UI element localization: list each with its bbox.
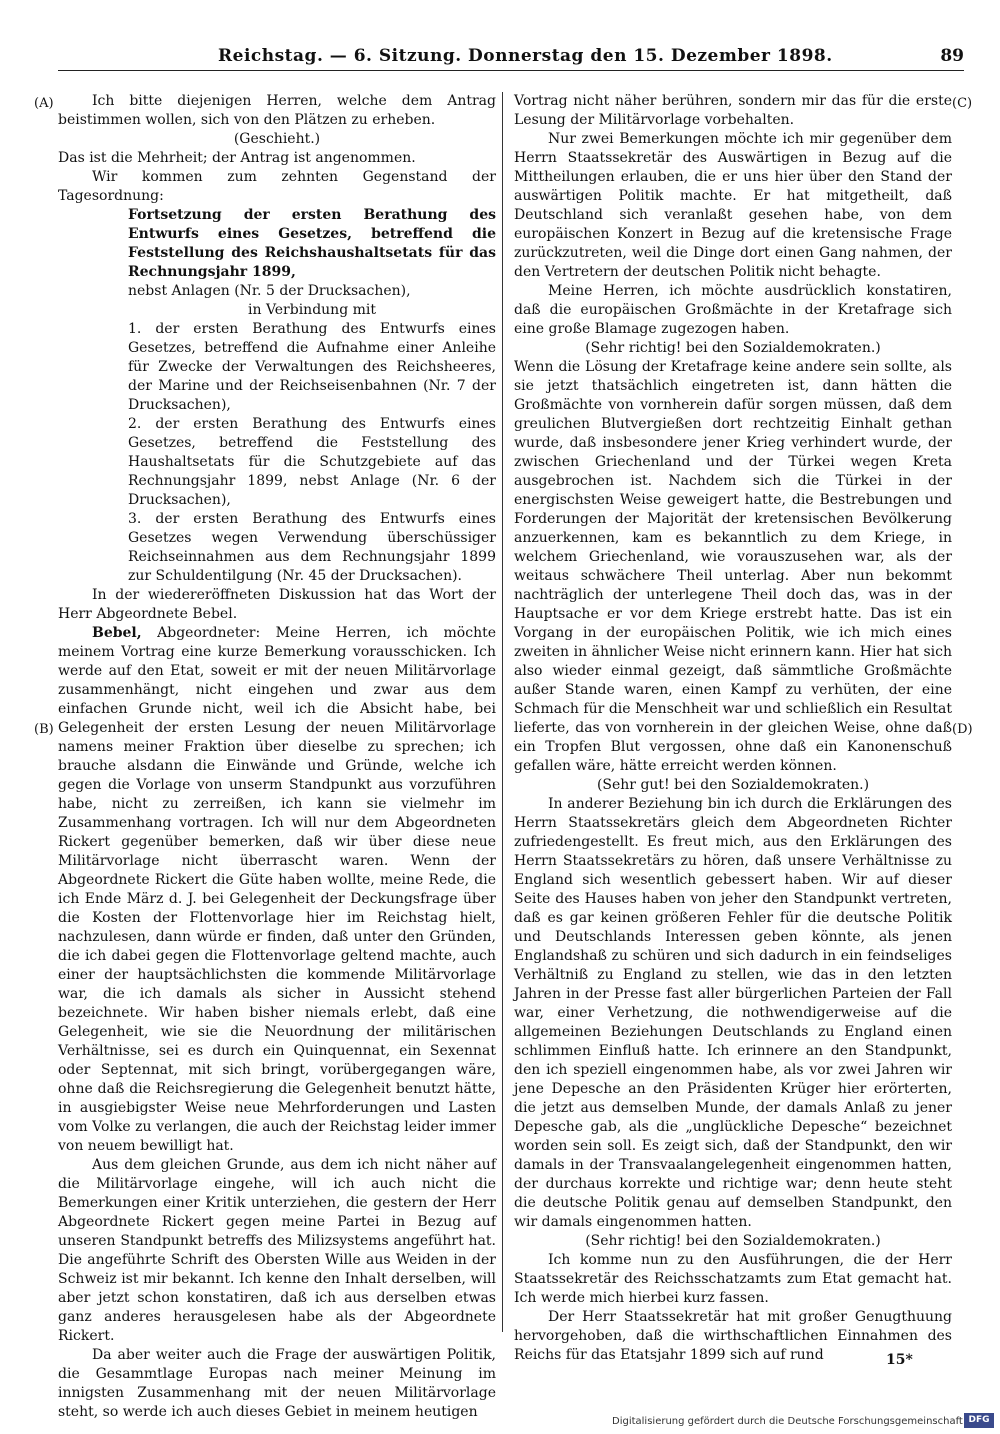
agenda-title: Fortsetzung der ersten Berathung des Entwurfs eines Gesetzes, betreffend die Feststellung des Reichshaushaltsetats für das Rechnungsjahr 1899, bbox=[128, 207, 496, 280]
paragraph: Wenn die Lösung der Kretafrage keine andere sein sollte, als sie jetzt thatsächlich eingetreten ist, dann hätten die Großmächte von vornherein dafür sorgen müssen, daß dem greulichen Blutvergießen dort rechtzeitig Einhalt gethan wurde, daß insbesondere jener Krieg verhindert wurde, der zwischen Griechenland und der Türkei wegen Kreta ausgebrochen ist. Nachdem sich die Türkei in der energischsten Weise geweigert hatte, die Bestrebungen und Forderungen der Majorität der kretensischen Bevölkerung anzuerkennen, kam es bekanntlich zu dem Kriege, in welchem Griechenland, wie vorauszusehen war, als der weitaus schwächere Theil unterlag. Aber nun bekommt nachträglich der unterlegene Theil doch das, was in der Hauptsache er vor dem Kriege erstrebt hatte. Das ist ein Vorgang in der europäischen Politik, wie ich mich eines zweiten in ähnlicher Weise nicht erinnern kann. Hier hat sich also wieder einmal gezeigt, daß sämmtliche Großmächte außer Stande waren, einen Kampf zu verhüten, der eine Schmach für die Menschheit war und schließlich ein Resultat lieferte, das von vornherein in der gleichen Weise, ohne daß ein Tropfen Blut vergossen, ohne daß ein Kanonenschuß gefallen wäre, hätte erreicht werden können. bbox=[514, 359, 952, 774]
speaker-name: Bebel, bbox=[92, 625, 142, 641]
list-item: 2. der ersten Berathung des Entwurfs eines Gesetzes, betreffend die Feststellung des Haushaltsetats für die Schutzgebiete auf das Rechnungsjahr 1899, nebst Anlage (Nr. 6 der Drucksachen), bbox=[128, 416, 496, 508]
digitization-credit: Digitalisierung gefördert durch die Deutsche Forschungsgemeinschaft bbox=[612, 1416, 963, 1427]
left-column bbox=[58, 92, 496, 1422]
page-number: 89 bbox=[940, 46, 964, 66]
interjection: (Sehr richtig! bei den Sozialdemokraten.) bbox=[585, 1233, 881, 1249]
header-rule bbox=[58, 70, 964, 71]
paragraph: Wir kommen zum zehnten Gegenstand der Tagesordnung: bbox=[58, 169, 496, 204]
paragraph: Meine Herren, ich möchte ausdrücklich konstatiren, daß die europäischen Großmächte in der Kretafrage sich eine große Blamage zugezogen haben. bbox=[514, 283, 952, 337]
margin-mark-c: (C) bbox=[952, 96, 973, 111]
sheet-signature: 15* bbox=[886, 1352, 913, 1368]
column-divider bbox=[502, 92, 503, 1332]
margin-mark-b: (B) bbox=[34, 722, 54, 737]
paragraph: Vortrag nicht näher berühren, sondern mir das für die erste Lesung der Militärvorlage vorbehalten. bbox=[514, 93, 952, 128]
agenda-connector: in Verbindung mit bbox=[248, 302, 376, 318]
paragraph: Ich komme nun zu den Ausführungen, die der Herr Staatssekretär des Reichsschatzamts zum Etat gemacht hat. Ich werde mich hierbei kurz fassen. bbox=[514, 1252, 952, 1306]
paragraph: Nur zwei Bemerkungen möchte ich mir gegenüber dem Herrn Staatssekretär des Auswärtigen in Bezug auf die Mittheilungen erlauben, die er uns hier über den Stand der auswärtigen Politik machte. Er hat mitgetheilt, daß Deutschland sich veranlaßt gesehen habe, von dem europäischen Konzert in Bezug auf die kretensische Frage zurückzutreten, weil die Dinge dort einen Gang nahmen, der den Vertretern der deutschen Politik nicht behagte. bbox=[514, 131, 952, 280]
dfg-logo: DFG bbox=[964, 1413, 994, 1428]
right-column bbox=[514, 92, 952, 1365]
agenda-subtitle: nebst Anlagen (Nr. 5 der Drucksachen), bbox=[128, 283, 411, 299]
list-item: 3. der ersten Berathung des Entwurfs eines Gesetzes wegen Verwendung überschüssiger Reichseinnahmen aus dem Rechnungsjahr 1899 zur Schuldentilgung (Nr. 45 der Drucksachen). bbox=[128, 511, 496, 584]
paragraph: In der wiedereröffneten Diskussion hat das Wort der Herr Abgeordnete Bebel. bbox=[58, 587, 496, 622]
agenda-list bbox=[128, 320, 496, 586]
speech-text: Abgeordneter: Meine Herren, ich möchte meinem Vortrag eine kurze Bemerkung vorausschicken. Ich werde auf den Etat, soweit er mit der neuen Militärvorlage zusammenhängt, nicht eingehen und zwar aus dem einfachen Grunde nicht, weil ich die Absicht habe, bei Gelegenheit der ersten Lesung der neuen Militärvorlage namens meiner Fraktion über dieselbe zu sprechen; ich brauche alsdann die Einwände und Gründe, welche ich gegen die Vorlage von unserm Standpunkt aus vorzuführen habe, nicht zu zerreißen, ich kann sie vielmehr im Zusammenhang vortragen. Ich will nur dem Abgeordneten Rickert gegenüber bemerken, daß wir über diese neue Militärvorlage nicht überrascht waren. Wenn der Abgeordnete Rickert die Güte haben wollte, meine Rede, die ich Ende März d. J. bei Gelegenheit der Deckungsfrage über die Kosten der Flottenvorlage hier im Reichstag hielt, nachzulesen, dann würde er finden, daß unter den Gründen, die ich dabei gegen die Flottenvorlage geltend machte, auch einer der hauptsächlichsten die kommende Militärvorlage war, die ich damals als sicher in Aussicht stehend bezeichnete. Wir haben bisher niemals erlebt, daß eine Gelegenheit, wie sie die Neuordnung der militärischen Verhältnisse, sei es durch ein Quinquennat, ein Sexennat oder Septennat, mit sich bringt, vorübergegangen wäre, ohne daß die Reichsregierung die Gelegenheit benutzt hätte, in ausgiebigster Weise neue Mehrforderungen und Lasten vom Volke zu verlangen, die auch der Reichstag leider immer von neuem bewilligt hat. bbox=[58, 625, 496, 1154]
margin-mark-a: (A) bbox=[34, 96, 54, 111]
agenda-block bbox=[128, 206, 496, 320]
paragraph: Da aber weiter auch die Frage der auswärtigen Politik, die Gesammtlage Europas nach meiner Meinung im innigsten Zusammenhang mit der neuen Militärvorlage steht, so werde ich auch dieses Gebiet in meinem heutigen bbox=[58, 1347, 496, 1420]
paragraph: In anderer Beziehung bin ich durch die Erklärungen des Herrn Staatssekretärs gleich dem Abgeordneten Richter zufriedengestellt. Es freut mich, aus den Erklärungen des Herrn Staatssekretärs zu hören, daß unsere Verhältnisse zu England sich wesentlich gebessert haben. Wir auf dieser Seite des Hauses haben von jeher den Standpunkt vertreten, daß es gar keinen größeren Fehler für die deutsche Politik und Deutschlands Interessen geben könnte, als jenen Englandshaß zu schüren und sich dadurch in ein feindseliges Verhältniß zu England zu stellen, wie das in den letzten Jahren in der Presse fast aller bürgerlichen Parteien der Fall war, einer Verhetzung, die nothwendigerweise auf die allgemeinen Beziehungen Deutschlands zu England einen schlimmen Einfluß hatte. Ich erinnere an den Standpunkt, den ich speziell eingenommen habe, als vor zwei Jahren wir jene Depesche an den Präsidenten Krüger hier erörterten, die jetzt aus demselben Munde, der damals Anlaß zu jener Depesche gab, als die „unglückliche Depesche“ bezeichnet worden sein soll. Es zeigt sich, daß der Standpunkt, den wir damals in der Transvaalangelegenheit eingenommen hatten, der durchaus korrekte und richtige war; denn heute steht die deutsche Politik genau auf demselben Standpunkt, den wir damals eingenommen hatten. bbox=[514, 796, 952, 1230]
paragraph: Der Herr Staatssekretär hat mit großer Genugthuung hervorgehoben, daß die wirthschaftlichen Einnahmen des Reichs für das Etatsjahr 1899 sich auf rund bbox=[514, 1309, 952, 1363]
interjection: (Sehr richtig! bei den Sozialdemokraten.) bbox=[585, 340, 881, 356]
interjection: (Sehr gut! bei den Sozialdemokraten.) bbox=[596, 777, 870, 793]
interjection: (Geschieht.) bbox=[233, 131, 321, 147]
paragraph: Ich bitte diejenigen Herren, welche dem Antrag beistimmen wollen, sich von den Plätzen zu erheben. bbox=[58, 93, 496, 128]
paragraph: Aus dem gleichen Grunde, aus dem ich nicht näher auf die Militärvorlage eingehe, will ich auch nicht die Bemerkungen einer Kritik unterziehen, die gestern der Herr Abgeordnete Rickert gegen meine Partei in Bezug auf unseren Standpunkt betreffs des Milizsystems angeführt hat. Die angeführte Schrift des Obersten Wille aus Weiden in der Schweiz ist mir bekannt. Ich kenne den Inhalt derselben, will aber jetzt schon konstatiren, daß ich aus derselben etwas ganz anderes herausgelesen habe als der Abgeordnete Rickert. bbox=[58, 1157, 496, 1344]
margin-mark-d: (D) bbox=[952, 722, 973, 737]
speech-paragraph bbox=[58, 624, 496, 1156]
running-title: Reichstag. — 6. Sitzung. Donnerstag den 15. Dezember 1898. bbox=[218, 46, 833, 66]
list-item: 1. der ersten Berathung des Entwurfs eines Gesetzes, betreffend die Aufnahme einer Anleihe für Zwecke der Verwaltungen des Reichsheeres, der Marine und der Reichseisenbahnen (Nr. 7 der Drucksachen), bbox=[128, 321, 496, 413]
paragraph: Das ist die Mehrheit; der Antrag ist angenommen. bbox=[58, 150, 416, 166]
